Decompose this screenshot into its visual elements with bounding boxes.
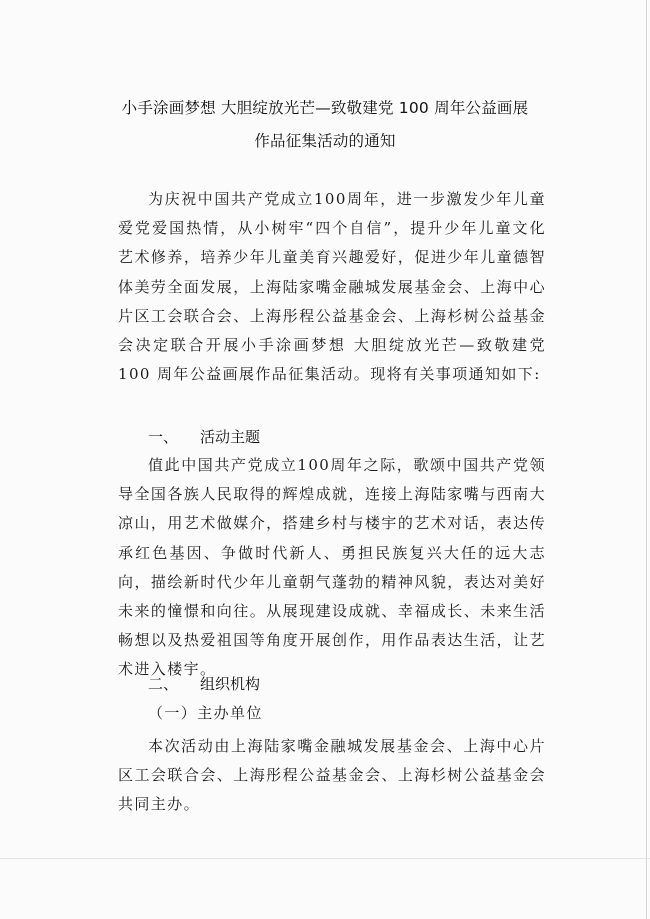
section-2-number: 二、 [148,675,179,693]
page-divider [0,858,650,859]
page-edge [646,0,647,919]
intro-text: 为庆祝中国共产党成立100周年，进一步激发少年儿童爱党爱国热情，从小树牢“四个自信”，提升少年儿童文化艺术修养，培养少年儿童美育兴趣爱好，促进少年儿童德智体美劳全面发展，上海陆家嘴金融城发展基金会、上海中心片区工会联合会、上海彤程公益基金会、上海杉树公益基金会决定联合开展小手涂画梦想 大胆绽放光芒—致敬建党 100 周年公益画展作品征集活动。现将有关事项通知如下: [118,190,546,384]
document-title-line-2: 作品征集活动的通知 [254,132,396,150]
section-2-paragraph [118,732,546,820]
section-1-text: 值此中国共产党成立100周年之际，歌颂中国共产党领导全国各族人民取得的辉煌成就，连接上海陆家嘴与西南大凉山，用艺术做媒介，搭建乡村与楼宇的艺术对话，表达传承红色基因、争做时代新人、勇担民族复兴大任的远大志向，描绘新时代少年儿童朝气蓬勃的精神风貌，表达对美好未来的憧憬和向往。从展现建设成就、幸福成长、未来生活畅想以及热爱祖国等角度开展创作，用作品表达生活，让艺术进入楼宇。 [118,456,546,679]
section-2-heading [148,673,260,694]
section-2-subheading: （一）主办单位 [148,704,263,722]
section-1-heading [148,426,260,447]
section-2-title: 组织机构 [200,675,261,693]
section-1-paragraph [118,451,546,685]
section-1-number: 一、 [148,428,179,446]
section-1-title: 活动主题 [200,428,261,446]
document-title-line-1: 小手涂画梦想 大胆绽放光芒—致敬建党 100 周年公益画展 [121,99,529,117]
section-2-text: 本次活动由上海陆家嘴金融城发展基金会、上海中心片区工会联合会、上海彤程公益基金会、上海杉树公益基金会共同主办。 [118,737,546,814]
intro-paragraph [118,185,546,389]
